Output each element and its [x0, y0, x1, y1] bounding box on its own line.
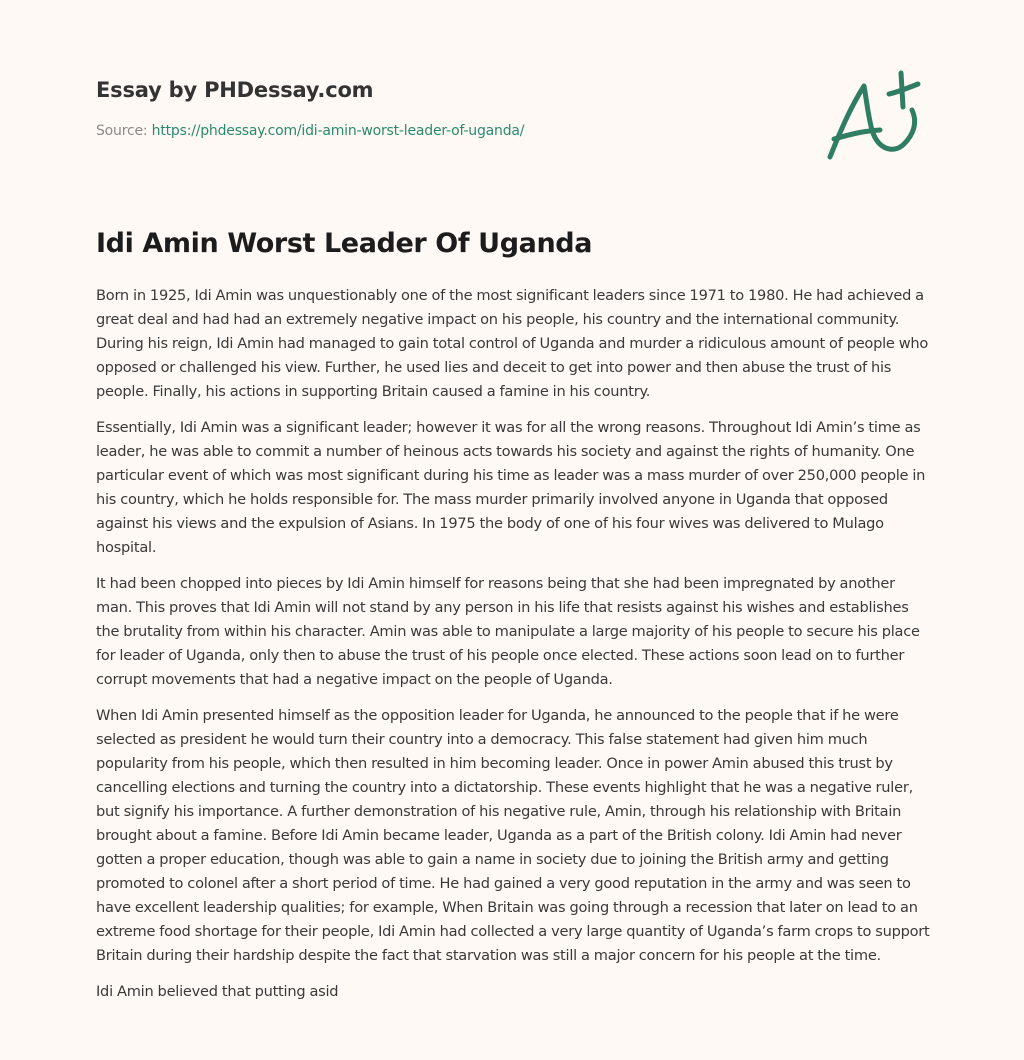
source-link[interactable]: https://phdessay.com/idi-amin-worst-leader-of-uganda/ — [151, 123, 525, 139]
source-line — [96, 121, 796, 141]
essay-paragraph: When Idi Amin presented himself as the opposition leader for Uganda, he announced to the people that if he were selected as president he would turn their country into a democracy. This false statement had given him much popularity from his people, which then resulted in him becoming leader. Once in power Amin abused this trust by cancelling elections and turning the country into a dictatorship. These events highlight that he was a negative ruler, but signify his importance. A further demonstration of his negative rule, Amin, through his relationship with Britain brought about a famine. Before Idi Amin became leader, Uganda as a part of the British colony. Idi Amin had never gotten a proper education, though was able to gain a name in society due to joining the British army and getting promoted to colonel after a short period of time. He had gained a very good reputation in the army and was seen to have excellent leadership qualities; for example, When Britain was going through a recession that later on lead to an extreme food shortage for their people, Idi Amin had collected a very large quantity of Uganda’s farm crops to support Britain during their hardship despite the fact that starvation was still a major concern for his people at the time. — [96, 707, 930, 964]
essay-paragraph-truncated: Idi Amin believed that putting asid — [96, 983, 339, 1000]
a-plus-grade-icon — [822, 66, 932, 166]
essay-paragraph: Essentially, Idi Amin was a significant leader; however it was for all the wrong reasons. Throughout Idi Amin’s time as leader, he was able to commit a number of heinous acts towards his society and against the rights of humanity. One particular event of which was most significant during his time as leader was a mass murder of over 250,000 people in his country, which he holds responsible for. The mass murder primarily involved anyone in Uganda that opposed against his views and the expulsion of Asians. In 1975 the body of one of his four wives was delivered to Mulago hospital. — [96, 419, 926, 556]
essay-title: Idi Amin Worst Leader Of Uganda — [96, 228, 593, 259]
essay-header — [96, 76, 796, 141]
essay-body — [96, 284, 932, 1016]
essay-paragraph: It had been chopped into pieces by Idi Amin himself for reasons being that she had been impregnated by another man. This proves that Idi Amin will not stand by any person in his life that resists against his wishes and establishes the brutality from within his character. Amin was able to manipulate a large majority of his people to secure his place for leader of Uganda, only then to abuse the trust of his people once elected. These actions soon lead on to further corrupt movements that had a negative impact on the people of Uganda. — [96, 575, 920, 688]
essay-paragraph: Born in 1925, Idi Amin was unquestionably one of the most significant leaders since 1971 to 1980. He had achieved a great deal and had had an extremely negative impact on his people, his country and the international community. During his reign, Idi Amin had managed to gain total control of Uganda and murder a ridiculous amount of people who opposed or challenged his view. Further, he used lies and deceit to get into power and then abuse the trust of his people. Finally, his actions in supporting Britain caused a famine in his country. — [96, 287, 929, 400]
source-label: Source: — [96, 123, 152, 139]
brand-title: Essay by PHDessay.com — [96, 78, 374, 102]
